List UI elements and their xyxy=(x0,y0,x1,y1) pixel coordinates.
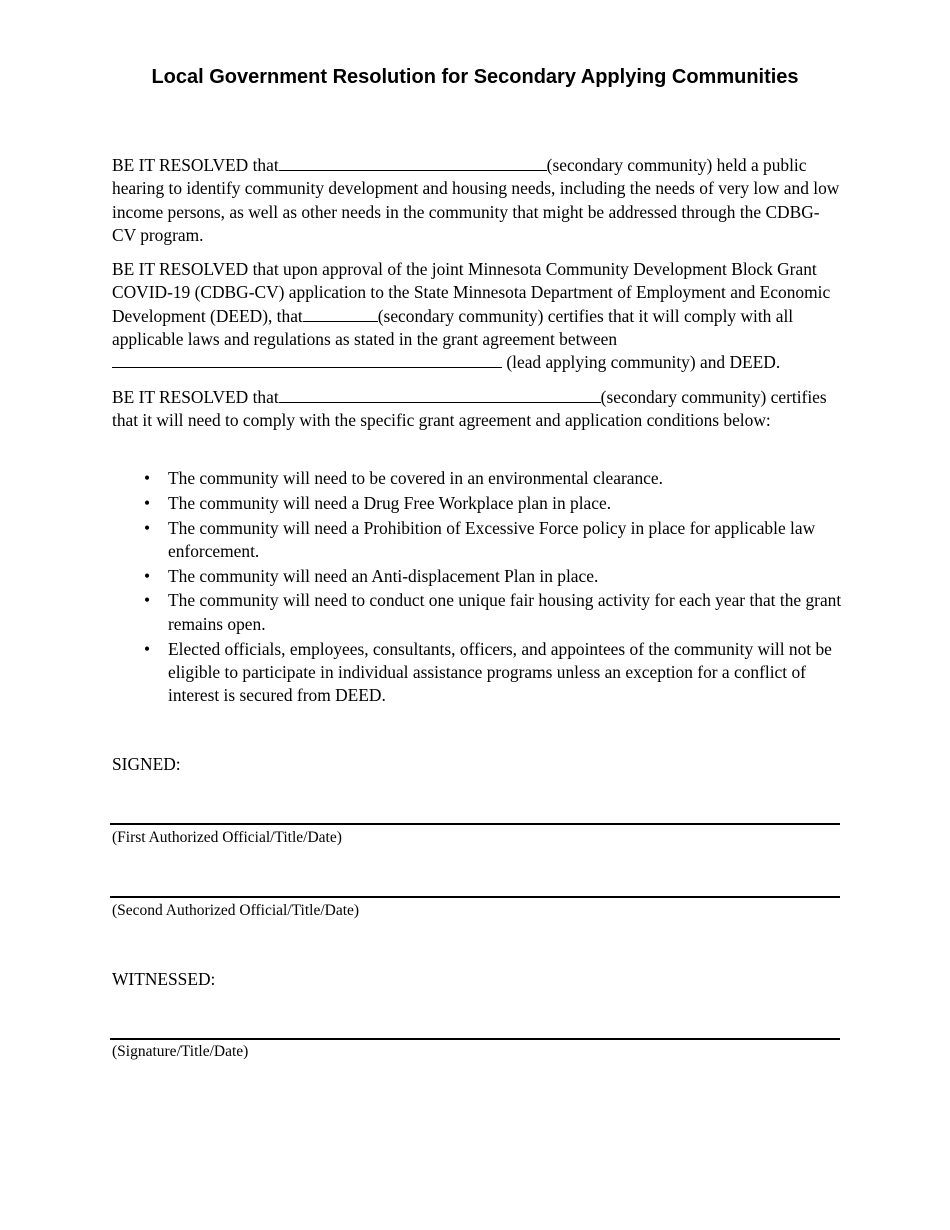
conditions-list xyxy=(112,467,842,709)
condition-item xyxy=(112,565,842,588)
secondary-community-blank-2[interactable] xyxy=(303,305,378,322)
condition-item xyxy=(112,467,842,490)
bullet-icon: • xyxy=(143,565,151,586)
secondary-community-blank-3[interactable] xyxy=(279,386,601,403)
paragraph-1-suffix: (secondary community) held a public hearing to identify community development and housing needs, including the needs of very low and low income persons, as well as other needs in the community that might be addressed through the CDBG-CV program. xyxy=(112,155,840,245)
condition-item xyxy=(112,638,842,708)
condition-text: The community will need to be covered in an environmental clearance. xyxy=(168,468,663,488)
secondary-community-blank-1[interactable] xyxy=(279,154,547,171)
condition-item xyxy=(112,517,842,564)
condition-text: The community will need an Anti-displacement Plan in place. xyxy=(168,565,599,586)
witnessed-label: WITNESSED: xyxy=(112,969,216,989)
second-official-signature-line[interactable] xyxy=(110,896,840,898)
bullet-icon: • xyxy=(143,492,151,513)
first-official-signature-line[interactable] xyxy=(110,823,840,825)
paragraph-1-prefix: BE IT RESOLVED that xyxy=(112,155,279,175)
condition-item xyxy=(112,589,842,636)
condition-item xyxy=(112,492,842,515)
condition-text: The community will need to conduct one unique fair housing activity for each year that the grant remains open. xyxy=(168,590,842,634)
paragraph-2-prefix: BE IT RESOLVED that upon approval of the joint Minnesota Community Development Block Grant COVID-19 (CDBG-CV) application to the State Minnesota Department of Employment and Economic Development (DEED), that xyxy=(112,259,831,326)
resolution-paragraph-1 xyxy=(112,154,842,247)
witness-caption: (Signature/Title/Date) xyxy=(112,1043,249,1060)
condition-text: Elected officials, employees, consultants, officers, and appointees of the community will not be eligible to participate in individual assistance programs unless an exception for a conflict of interest is secured from DEED. xyxy=(168,638,832,706)
signed-label: SIGNED: xyxy=(112,754,181,774)
bullet-icon: • xyxy=(143,638,151,659)
witness-signature-line[interactable] xyxy=(110,1038,840,1040)
paragraph-3-suffix: (secondary community) certifies that it will need to comply with the specific grant agreement and application conditions below: xyxy=(112,387,827,431)
resolution-paragraph-2 xyxy=(112,258,842,374)
paragraph-3-prefix: BE IT RESOLVED that xyxy=(112,387,279,407)
paragraph-2-suffix: (lead applying community) and DEED. xyxy=(502,352,781,373)
first-official-caption: (First Authorized Official/Title/Date) xyxy=(112,829,342,846)
paragraph-2-middle: (secondary community) certifies that it will comply with all applicable laws and regulations as stated in the grant agreement between xyxy=(112,305,794,349)
bullet-icon: • xyxy=(143,590,151,611)
condition-text: The community will need a Drug Free Workplace plan in place. xyxy=(168,492,612,513)
document-title: Local Government Resolution for Secondary Applying Communities xyxy=(151,66,799,88)
resolution-paragraph-3 xyxy=(112,386,842,433)
bullet-icon: • xyxy=(143,468,151,488)
second-official-caption: (Second Authorized Official/Title/Date) xyxy=(112,902,360,919)
bullet-icon: • xyxy=(143,517,151,538)
condition-text: The community will need a Prohibition of Excessive Force policy in place for applicable law enforcement. xyxy=(168,517,816,561)
lead-community-blank[interactable] xyxy=(112,351,502,368)
